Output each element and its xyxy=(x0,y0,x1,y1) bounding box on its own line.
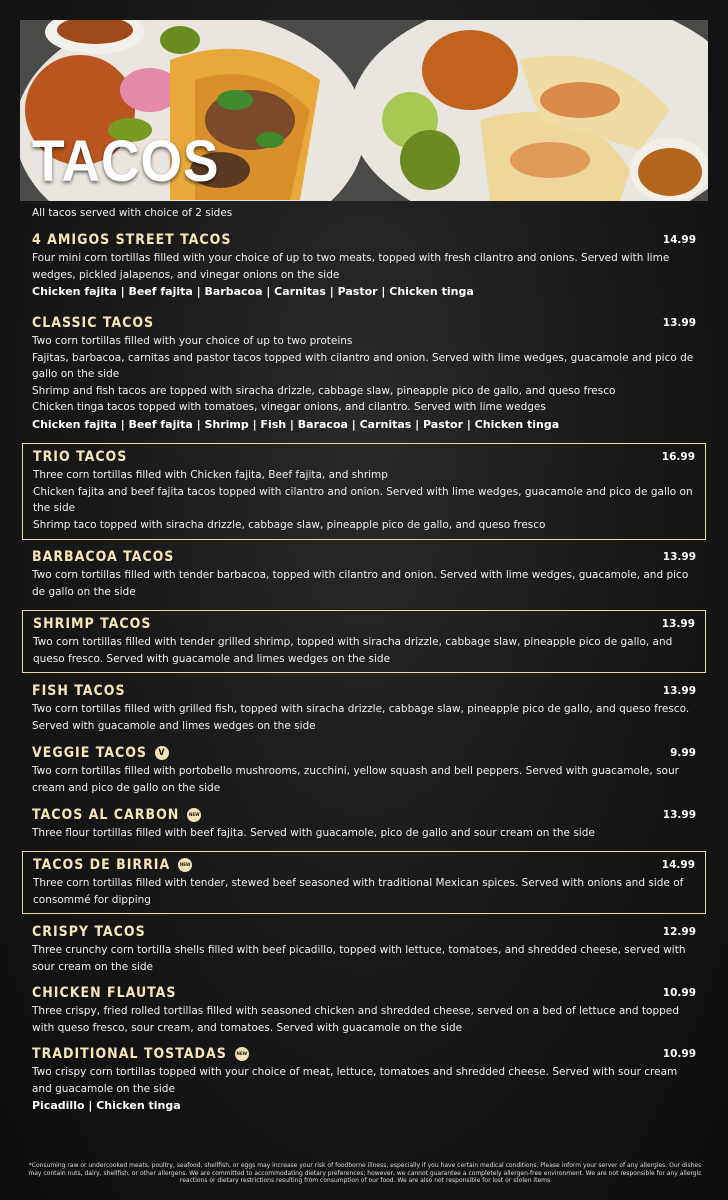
item-desc: Three corn tortillas filled with tender, stewed beef seasoned with traditional Mexican spices. Served with onions and side of consommé for dipping xyxy=(33,877,684,906)
item-name: CRISPY TACOS xyxy=(32,924,146,940)
item-price: 13.99 xyxy=(662,809,696,821)
item-name xyxy=(32,1046,249,1062)
menu-item-featured xyxy=(22,443,706,540)
new-badge-icon: NEW xyxy=(187,808,201,822)
item-name: SHRIMP TACOS xyxy=(33,616,152,632)
menu-item xyxy=(22,1044,706,1115)
item-desc: Two crispy corn tortillas topped with your choice of meat, lettuce, tomatoes and shredded cheese. Served with sour cream and guacamole on the side xyxy=(32,1066,678,1095)
item-name xyxy=(33,857,192,873)
item-name: 4 AMIGOS STREET TACOS xyxy=(32,232,232,248)
item-price: 14.99 xyxy=(662,234,696,246)
hero-banner xyxy=(20,20,708,201)
item-desc: Three crispy, fried rolled tortillas filled with seasoned chicken and shredded cheese, served on a bed of lettuce and topped with queso fresco, sour cream, and tomatoes. Served with guacamole on the side xyxy=(32,1005,679,1034)
item-name xyxy=(32,745,169,761)
item-price: 12.99 xyxy=(662,926,696,938)
item-desc: Three crunchy corn tortilla shells filled with beef picadillo, topped with lettuce, tomatoes, and shredded cheese, served with sour cream on the side xyxy=(32,944,686,973)
item-desc: Two corn tortillas filled with grilled fish, topped with siracha drizzle, cabbage slaw, pineapple pico de gallo, and queso fresco. Served with guacamole and limes wedges on the side xyxy=(32,703,690,732)
item-desc: Two corn tortillas filled with tender barbacoa, topped with cilantro and onion. Served with lime wedges, guacamole, and pico de gallo on the side xyxy=(32,569,689,598)
item-name: FISH TACOS xyxy=(32,683,126,699)
item-name: CHICKEN FLAUTAS xyxy=(32,985,177,1001)
menu-item-featured xyxy=(22,851,706,914)
item-desc: Shrimp taco topped with siracha drizzle, cabbage slaw, pineapple pico de gallo, and queso fresco xyxy=(33,518,546,531)
item-price: 13.99 xyxy=(662,685,696,697)
item-desc: Two corn tortillas filled with your choice of up to two proteins xyxy=(32,335,353,347)
item-desc: Four mini corn tortillas filled with your choice of up to two meats, topped with fresh cilantro and onions. Served with lime wedges, pickled jalapenos, and vinegar onions on the side xyxy=(32,252,670,281)
item-options: Chicken fajita | Beef fajita | Shrimp | Fish | Baracoa | Carnitas | Pastor | Chicken tinga xyxy=(32,417,560,431)
item-desc: Three flour tortillas filled with beef fajita. Served with guacamole, pico de gallo and sour cream on the side xyxy=(32,827,595,839)
item-name xyxy=(32,807,201,823)
item-name-text: VEGGIE TACOS xyxy=(32,745,147,761)
menu-item xyxy=(22,681,706,734)
item-name: BARBACOA TACOS xyxy=(32,549,175,565)
new-badge-icon: NEW xyxy=(235,1047,249,1061)
item-desc: Two corn tortillas filled with tender grilled shrimp, topped with siracha drizzle, cabbage slaw, pineapple pico de gallo, and queso fresco. Served with guacamole and limes wedges on the side xyxy=(33,636,673,665)
new-badge-icon: NEW xyxy=(178,858,192,872)
item-price: 10.99 xyxy=(662,1048,696,1060)
item-price: 13.99 xyxy=(662,551,696,563)
menu-item xyxy=(22,743,706,796)
item-name-text: TACOS AL CARBON xyxy=(32,807,180,823)
item-price: 13.99 xyxy=(661,618,695,630)
subtitle: All tacos served with choice of 2 sides xyxy=(32,207,233,219)
item-name: CLASSIC TACOS xyxy=(32,315,155,331)
menu-item xyxy=(22,313,706,434)
menu-item xyxy=(22,922,706,975)
item-options: Chicken fajita | Beef fajita | Barbacoa | Carnitas | Pastor | Chicken tinga xyxy=(32,285,474,298)
item-desc: Fajitas, barbacoa, carnitas and pastor tacos topped with cilantro and onion. Served with lime wedges, guacamole and pico de gallo on the side xyxy=(32,351,694,380)
item-options: Picadillo | Chicken tinga xyxy=(32,1099,181,1112)
menu-item-featured xyxy=(22,610,706,673)
item-price: 9.99 xyxy=(670,747,696,759)
item-price: 14.99 xyxy=(661,859,695,871)
page-title: TACOS xyxy=(32,129,220,194)
item-desc: Three corn tortillas filled with Chicken fajita, Beef fajita, and shrimp xyxy=(33,469,388,481)
item-desc: Two corn tortillas filled with portobello mushrooms, zucchini, yellow squash and bell peppers. Served with guacamole, sour cream and pico de gallo on the side xyxy=(32,765,679,794)
item-name: TRIO TACOS xyxy=(33,449,128,465)
item-price: 10.99 xyxy=(662,987,696,999)
item-desc: Shrimp and fish tacos are topped with siracha drizzle, cabbage slaw, pineapple pico de gallo, and queso fresco xyxy=(32,384,616,397)
item-price: 13.99 xyxy=(662,317,696,329)
item-price: 16.99 xyxy=(661,451,695,463)
item-name-text: TACOS DE BIRRIA xyxy=(33,857,171,873)
item-desc: Chicken fajita and beef fajita tacos topped with cilantro and onion. Served with lime wedges, guacamole and pico de gallo on the side xyxy=(33,485,693,514)
menu-item xyxy=(22,805,706,842)
menu-item xyxy=(22,547,706,600)
item-name-text: TRADITIONAL TOSTADAS xyxy=(32,1046,227,1062)
menu-item xyxy=(22,983,706,1036)
menu-item xyxy=(22,230,706,301)
vegetarian-badge-icon: V xyxy=(155,746,169,760)
item-desc: Chicken tinga tacos topped with tomatoes, vinegar onions, and cilantro. Served with lime wedges xyxy=(32,401,546,413)
allergen-disclaimer: *Consuming raw or undercooked meats, poultry, seafood, shellfish, or eggs may increase your risk of foodborne illness, especially if you have certain medical conditions. Please inform your server of any allergies. Our dishes may contain nuts, dairy, shellfish, or other allergens. We are committed to accommodating dietary preferences; however, we cannot guarantee a completely allergen-free environment. We are not responsible for any allergic reactions or dietary restrictions resulting from consumption of our food. We are also not responsible for lost or stolen items xyxy=(28,1162,702,1184)
